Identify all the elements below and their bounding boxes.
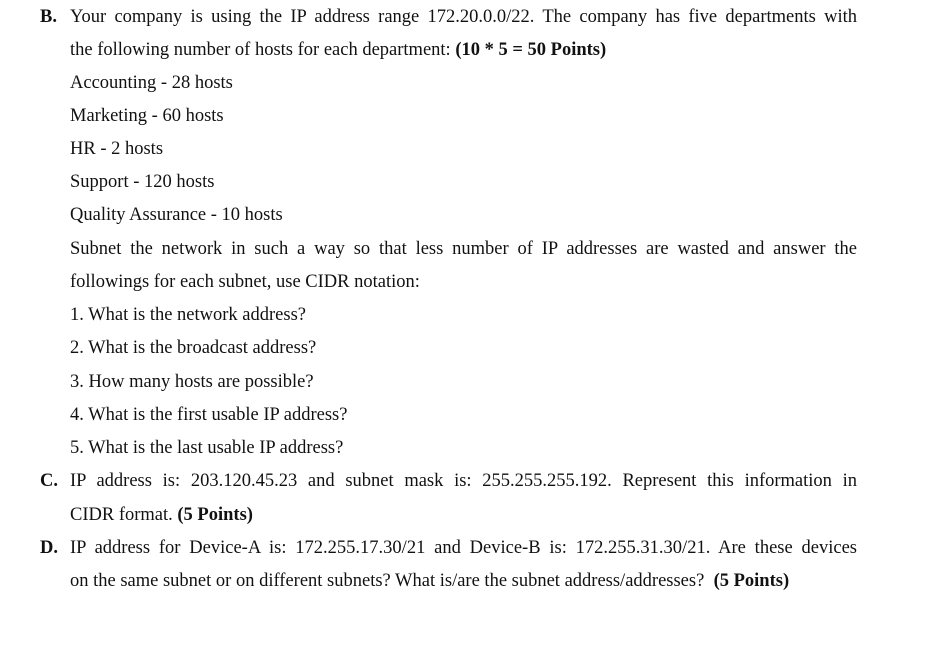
section-b-points: (10 * 5 = 50 Points): [455, 40, 607, 60]
section-d-line-2: [70, 570, 789, 592]
department-item: Quality Assurance - 10 hosts: [70, 205, 283, 225]
question-item: 5. What is the last usable IP address?: [70, 438, 344, 458]
department-item: Accounting - 28 hosts: [70, 73, 233, 93]
question-item: 1. What is the network address?: [70, 305, 306, 325]
section-d-points: (5 Points): [713, 571, 790, 591]
section-b-intro-line-1: Your company is using the IP address range 172.20.0.0/22. The company has five departments with: [70, 7, 857, 27]
section-d-line-1: IP address for Device-A is: 172.255.17.30/21 and Device-B is: 172.255.31.30/21. Are these devices: [70, 538, 857, 558]
question-item: 4. What is the first usable IP address?: [70, 405, 348, 425]
section-d-label: D.: [40, 538, 58, 558]
section-b-label: B.: [40, 7, 57, 27]
section-d-text: on the same subnet or on different subnets? What is/are the subnet address/addresses?: [70, 571, 705, 591]
department-item: HR - 2 hosts: [70, 139, 164, 159]
question-item: 3. How many hosts are possible?: [70, 372, 314, 392]
section-c-text: CIDR format.: [70, 505, 173, 525]
section-b-instruction-line-2: followings for each subnet, use CIDR notation:: [70, 272, 420, 292]
section-c-line-2: [70, 504, 253, 526]
department-item: Marketing - 60 hosts: [70, 106, 224, 126]
section-b-instruction-line-1: Subnet the network in such a way so that less number of IP addresses are wasted and answer the: [70, 239, 857, 259]
section-c-label: C.: [40, 471, 58, 491]
section-b-intro-line-2: [70, 39, 606, 61]
section-b-intro-text: the following number of hosts for each department:: [70, 40, 451, 60]
question-item: 2. What is the broadcast address?: [70, 338, 317, 358]
section-c-points: (5 Points): [177, 505, 253, 525]
section-c-line-1: IP address is: 203.120.45.23 and subnet mask is: 255.255.255.192. Represent this information in: [70, 471, 857, 491]
department-item: Support - 120 hosts: [70, 172, 215, 192]
